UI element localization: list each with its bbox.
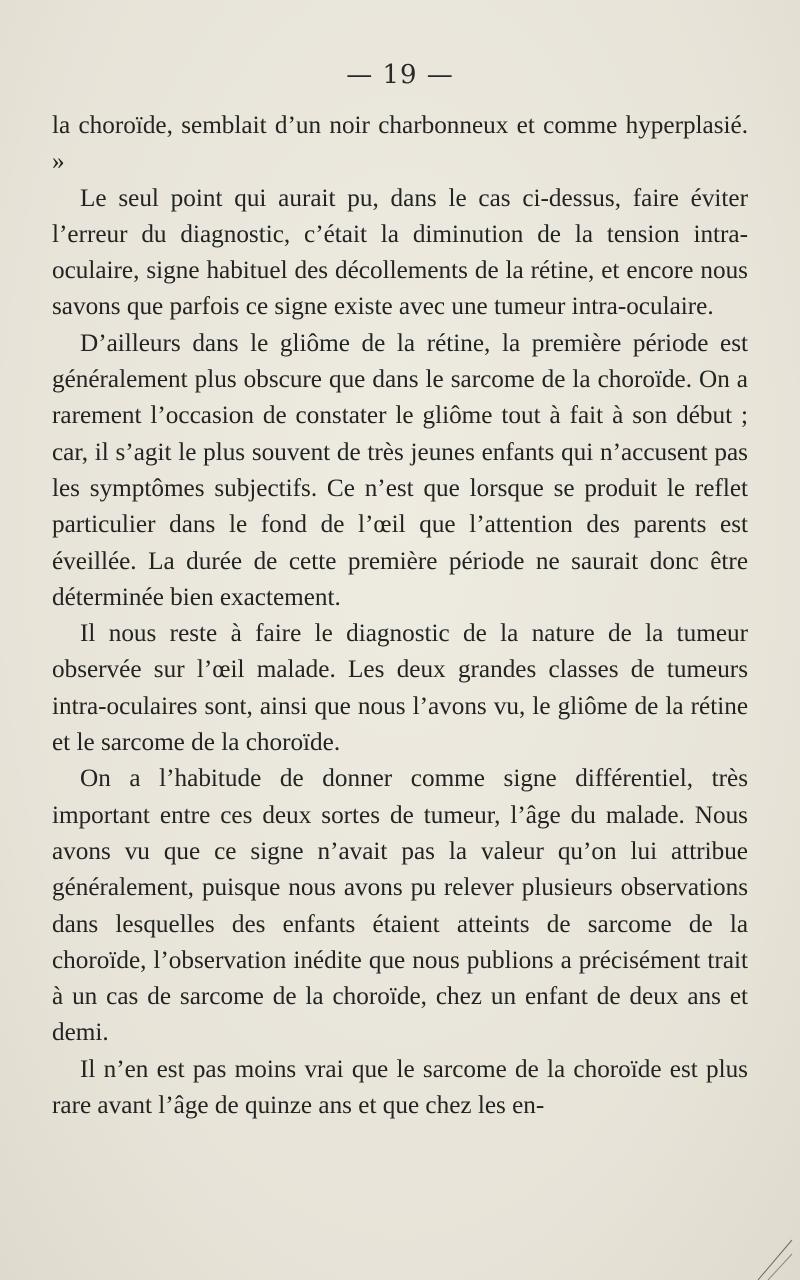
paragraph-tension: Le seul point qui aurait pu, dans le cas ci-dessus, faire éviter l’erreur du diagnostic, c’était la diminution de la tension intra-oculaire, signe habituel des décollements de la rétine, et encore nous savons que parfois ce signe existe avec une tumeur intra-oculaire. bbox=[52, 184, 748, 321]
paragraph-age-sign: On a l’habitude de donner comme signe différentiel, très important entre ces deux sortes de tumeur, l’âge du malade. Nous avons vu que ce signe n’avait pas la valeur qu’on lui attribue généralement, puisque nous avons pu relever plusieurs observations dans lesquelles des enfants étaient atteints de sarcome de la choroïde, l’observation inédite que nous publions a précisément trait à un cas de sarcome de la choroïde, chez un enfant de deux ans et demi. bbox=[52, 765, 748, 1047]
paragraph-diagnosis: Il nous reste à faire le diagnostic de la nature de la tumeur observée sur l’œil malade. Les deux grandes classes de tumeurs intra-oculaires sont, ainsi que nous l’avons vu, le gliôme de la rétine et le sarcome de la choroïde. bbox=[52, 620, 748, 757]
paragraph-continuation: la choroïde, semblait d’un noir charbonneux et comme hyperplasié. » bbox=[52, 112, 748, 176]
page-number: — 19 — bbox=[346, 60, 454, 90]
body-text bbox=[52, 108, 748, 1124]
page-edge-mark bbox=[754, 1220, 794, 1280]
paragraph-conclusion: Il n’en est pas moins vrai que le sarcome de la choroïde est plus rare avant l’âge de quinze ans et que chez les en- bbox=[52, 1055, 748, 1120]
paragraph-glioma: D’ailleurs dans le gliôme de la rétine, la première période est généralement plus obscure que dans le sarcome de la choroïde. On a rarement l’occasion de constater le gliôme tout à fait à son début ; car, il s’agit le plus souvent de très jeunes enfants qui n’accusent pas les symptômes subjectifs. Ce n’est que lorsque se produit le reflet particulier dans le fond de l’œil que l’attention des parents est éveillée. La durée de cette première période ne saurait donc être déterminée bien exactement. bbox=[52, 329, 748, 611]
